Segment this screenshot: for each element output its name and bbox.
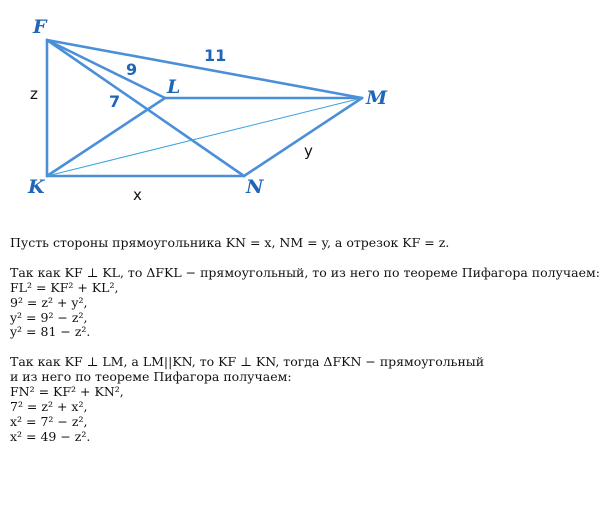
- text-line: и из него по теореме Пифагора получаем:: [10, 369, 292, 385]
- vertex-label-N: N: [246, 176, 264, 198]
- equation-line: 7² = z² + x²,: [10, 398, 88, 414]
- edge-label-FM: 11: [204, 46, 227, 65]
- solution-text: [10, 235, 600, 460]
- equation-line: FN² = KF² + KN²,: [10, 384, 124, 400]
- text-line: Пусть стороны прямоугольника KN = x, NM = y, а отрезок KF = z.: [10, 235, 450, 250]
- equation-line: 9² = z² + y²,: [10, 294, 88, 310]
- edge-KL: [47, 98, 165, 176]
- vertex-label-F: F: [33, 16, 47, 38]
- edge-label-NM: y: [304, 142, 313, 160]
- equation-line: y² = 81 − z².: [10, 324, 91, 340]
- edge-label-KF: z: [30, 85, 38, 103]
- edge-NM: [244, 98, 362, 176]
- edge-label-FN: 7: [109, 92, 121, 111]
- geometry-diagram: [0, 0, 600, 215]
- text-line: Так как KF ⊥ KL, то ΔFKL − прямоугольный, то из него по теореме Пифагора получаем:: [10, 264, 600, 280]
- paragraph-triangle-fkn: [10, 355, 595, 444]
- paragraph-triangle-fkl: [10, 264, 600, 341]
- edge-label-KN: x: [133, 186, 142, 204]
- vertex-label-K: K: [28, 176, 45, 198]
- paragraph-definition: [10, 236, 595, 251]
- vertex-label-L: L: [167, 76, 181, 98]
- text-line: Так как KF ⊥ LM, а LM||KN, то KF ⊥ KN, тогда ΔFKN − прямоугольный: [10, 354, 485, 370]
- edge-label-FL: 9: [126, 60, 138, 79]
- equation-line: y² = 9² − z²,: [10, 309, 88, 325]
- edge-FL: [47, 40, 165, 98]
- edge-KM: [47, 98, 362, 176]
- equation-line: x² = 49 − z².: [10, 428, 91, 444]
- vertex-label-M: M: [366, 87, 388, 109]
- equation-line: x² = 7² − z²,: [10, 413, 88, 429]
- equation-line: FL² = KF² + KL²,: [10, 279, 119, 295]
